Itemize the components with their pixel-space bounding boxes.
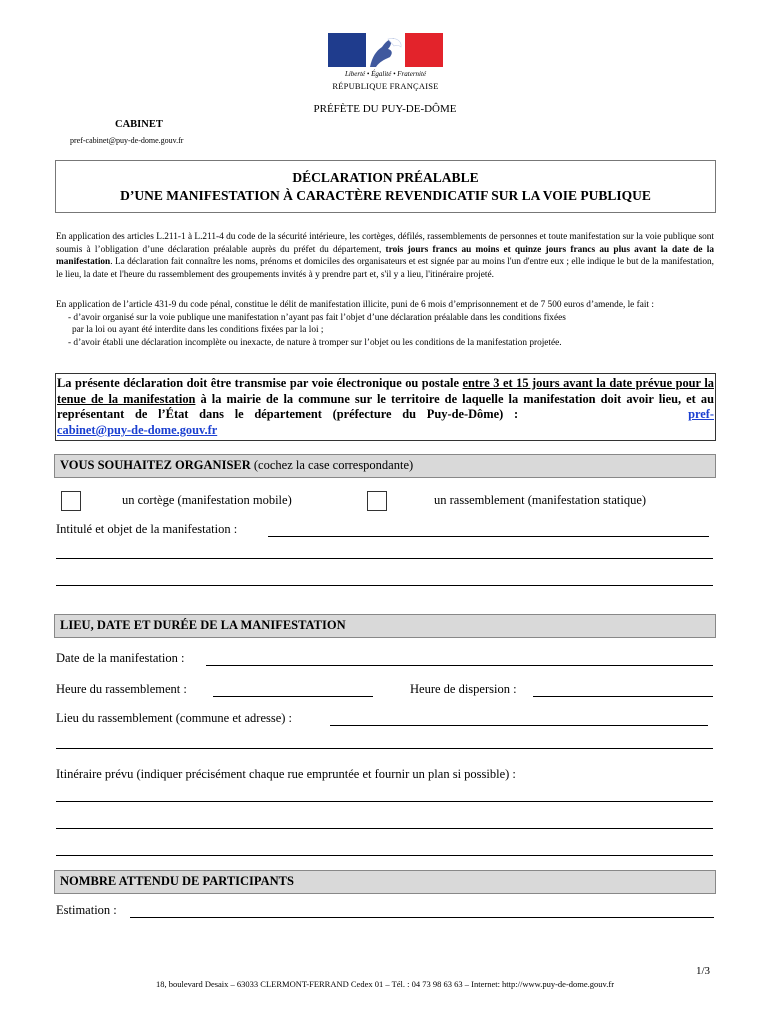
cabinet-email: pref-cabinet@puy-de-dome.gouv.fr [70,136,184,145]
lieu-field-line-2[interactable] [56,748,713,749]
devise-text: Liberté • Égalité • Fraternité [344,70,427,78]
document-title-box [55,160,716,213]
notice-text-underlined: entre 3 et 15 jours avant la date prévue pour la tenue de la manifestation [57,376,714,406]
date-label: Date de la manifestation : [56,651,185,665]
date-field[interactable] [206,665,713,666]
intitule-label: Intitulé et objet de la manifestation : [56,522,238,536]
estimation-field[interactable] [130,917,714,918]
intitule-field[interactable] [268,536,709,537]
document-title-line2: D’UNE MANIFESTATION À CARACTÈRE REVENDICATIF SUR LA VOIE PUBLIQUE [120,188,651,203]
section-lieu-title: LIEU, DATE ET DURÉE DE LA MANIFESTATION [60,618,346,632]
page-number: 1/3 [696,965,711,977]
cortege-checkbox[interactable] [61,491,81,511]
marianne-logo [328,33,443,93]
heure-rassemblement-label: Heure du rassemblement : [56,682,187,696]
itineraire-field-line-2[interactable] [56,828,713,829]
notice-text-c: à la mairie de la commune sur le territoire de laquelle la manifestation doit avoir lieu, et au représentant de l’État dans le département (préfecture du Puy-de-Dôme) : [57,391,714,422]
cabinet-label: CABINET [115,119,163,130]
notice-box [55,373,716,441]
section-organiser-title: VOUS SOUHAITEZ ORGANISER [60,458,251,472]
bullet-item-1: - d’avoir organisé sur la voie publique une manifestation n’ayant pas fait l’objet d’une déclaration préalable dans les conditions fixées [68,312,566,323]
intro-p2-text: En application de l’article 431-9 du code pénal, constitue le délit de manifestation illicite, puni de 6 mois d’emprisonnement et de 7 500 euros d’amende, le fait : [56,300,654,310]
heure-rassemblement-field[interactable] [213,696,373,697]
intro-p1-text-end: . La déclaration fait connaître les noms, prénoms et domiciles des organisateurs et est signée par au moins l'un d'entre eux ; elle indique le but de la manifestation, le lieu, la date et l'heure du rassemblement des groupements invités à y prendre part et, s'il y a lieu, l'itinéraire projeté. [56,257,714,280]
heure-dispersion-field[interactable] [533,696,713,697]
itineraire-label: Itinéraire prévu (indiquer précisément chaque rue empruntée et fournir un plan si possible) : [56,767,516,781]
intro-p1-text: En application des articles L.211-1 à L.211-4 du code de la sécurité intérieure, les cortèges, défilés, rassemblements de personnes et toute manifestation sur la voie publique sont soumis à l’obligation d’une déclaration préalable auprès du préfet du département, [56,232,714,255]
itineraire-field-line-1[interactable] [56,801,713,802]
heure-dispersion-label: Heure de dispersion : [410,682,517,696]
notice-text [57,376,714,438]
itineraire-field-line-3[interactable] [56,855,713,856]
cortege-option-label: un cortège (manifestation mobile) [122,493,292,507]
republique-text: RÉPUBLIQUE FRANÇAISE [332,81,439,91]
section-participants-title: NOMBRE ATTENDU DE PARTICIPANTS [60,874,294,888]
section-lieu-header [54,614,716,638]
bullet-item-1-cont: par la loi ou ayant été interdite dans les conditions fixées par la loi ; [72,325,324,336]
intitule-field-line-2[interactable] [56,558,713,559]
intitule-field-line-3[interactable] [56,585,713,586]
intro-paragraph-1 [56,231,714,281]
prefete-heading: PRÉFÈTE DU PUY-DE-DÔME [313,103,457,115]
rassemblement-option-label: un rassemblement (manifestation statique) [434,493,647,507]
document-title-line1: DÉCLARATION PRÉALABLE [292,170,479,185]
lieu-field[interactable] [330,725,708,726]
intro-paragraph-2 [56,299,714,349]
section-organiser-hint: (cochez la case correspondante) [250,458,414,472]
intro-p1-bold: trois jours francs au moins et quinze jours francs au plus avant la date de la manifestation [56,244,715,268]
section-organiser-header [54,454,716,478]
section-participants-header [54,870,716,894]
notice-email-link[interactable]: pref-cabinet@puy-de-dome.gouv.fr [57,407,714,437]
notice-text-a: La présente déclaration doit être transmise par voie électronique ou postale [57,376,463,390]
estimation-label: Estimation : [56,903,117,917]
rassemblement-checkbox[interactable] [367,491,387,511]
bullet-item-2: - d’avoir établi une déclaration incomplète ou inexacte, de nature à tromper sur l’objet ou les conditions de la manifestation projetée. [68,337,562,348]
footer-address: 18, boulevard Desaix – 63033 CLERMONT-FERRAND Cedex 01 – Tél. : 04 73 98 63 63 – Internet: http://www.puy-de-dome.gouv.fr [155,979,615,989]
lieu-label: Lieu du rassemblement (commune et adresse) : [56,711,293,725]
bullet-list [56,312,714,350]
marianne-flag-icon [328,33,443,67]
